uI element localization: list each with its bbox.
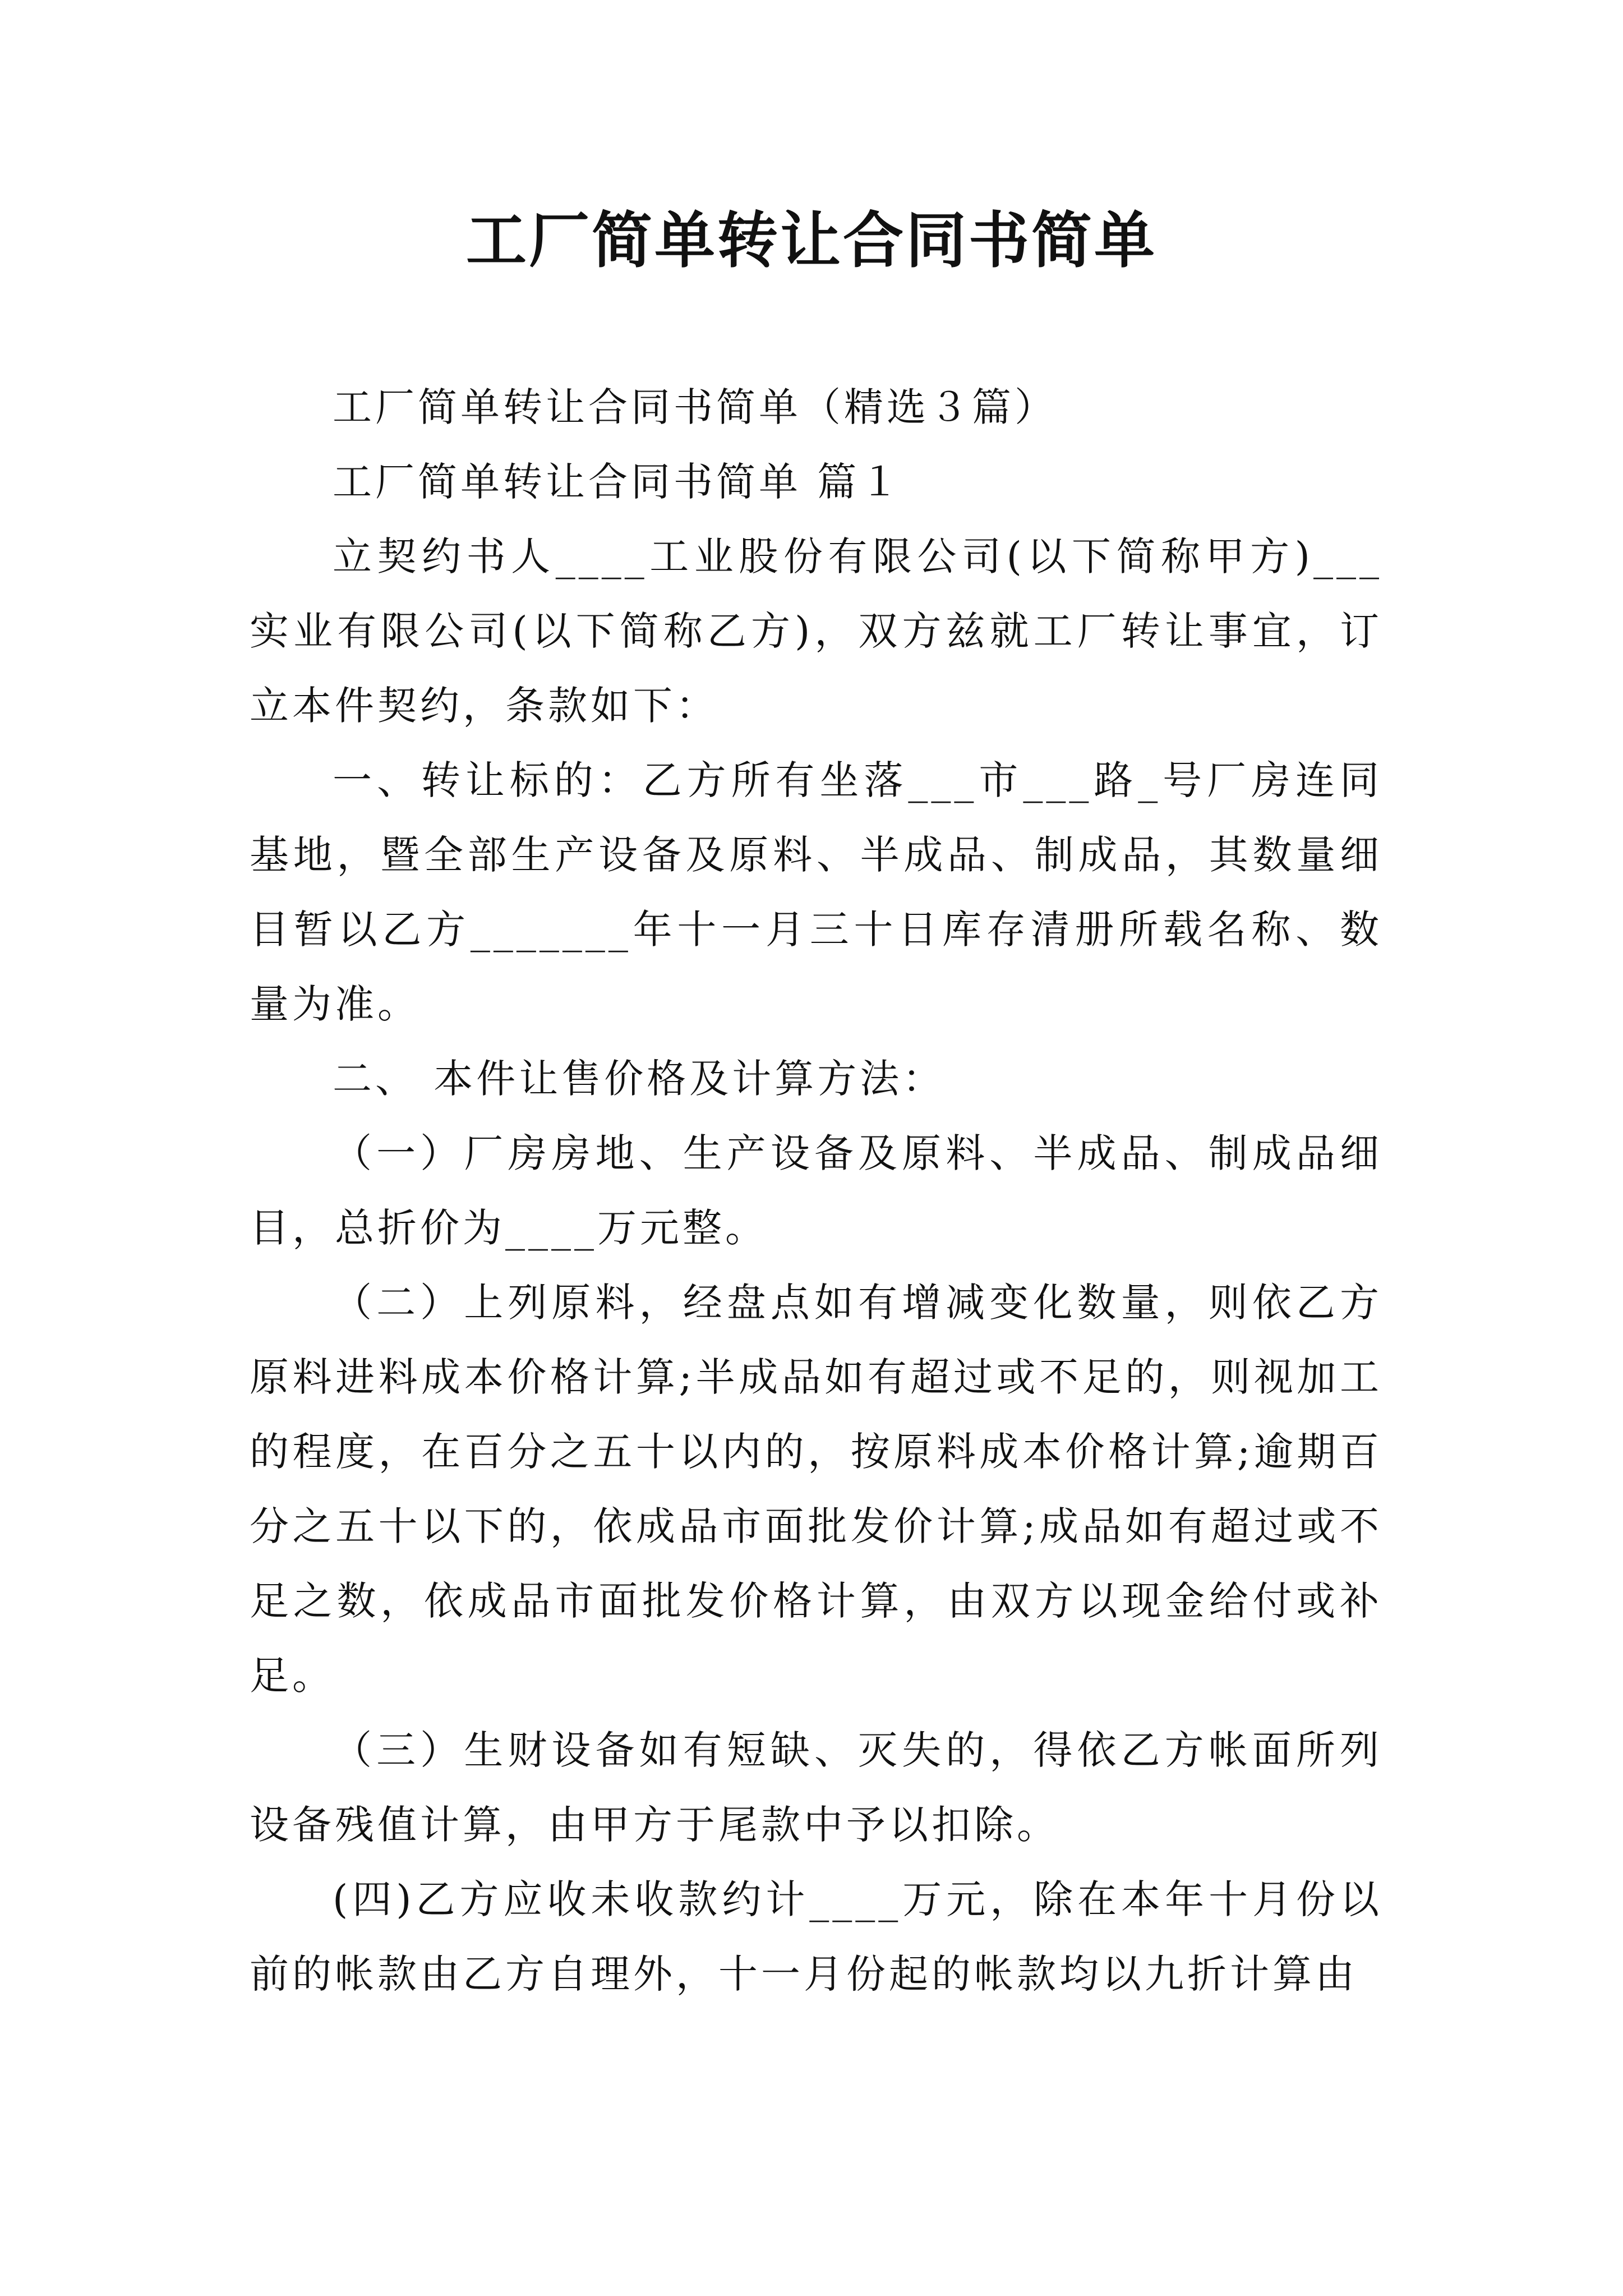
paragraph-parties: 立契约书人____工业股份有限公司(以下简称甲方)___实业有限公司(以下简称乙方)，双方兹就工厂转让事宜，订立本件契约，条款如下：	[250, 533, 1382, 729]
paragraph-subtitle: 工厂简单转让合同书简单（精选３篇）	[333, 384, 1057, 430]
paragraph-section-heading: 工厂简单转让合同书简单 篇１	[333, 459, 903, 505]
document-title: 工厂简单转让合同书简单	[465, 206, 1157, 276]
paragraph-clause-2-4: (四)乙方应收未收款约计____万元，除在本年十月份以前的帐款由乙方自理外，十一月份起的帐款均以九折计算由	[250, 1876, 1382, 1997]
paragraph-clause-2-2: （二）上列原料，经盘点如有增减变化数量，则依乙方原料进料成本价格计算;半成品如有超过或不足的，则视加工的程度，在百分之五十以内的，按原料成本价格计算;逾期百分之五十以下的，依成品市面批发价计算;成品如有超过或不足之数，依成品市面批发价格计算，由双方以现金给付或补足。	[250, 1280, 1382, 1699]
paragraph-clause-2-3: （三）生财设备如有短缺、灭失的，得依乙方帐面所列设备残值计算，由甲方于尾款中予以扣除。	[250, 1727, 1382, 1848]
paragraph-clause-2: 二、 本件让售价格及计算方法：	[333, 1056, 946, 1102]
paragraph-clause-2-1: （一）厂房房地、生产设备及原料、半成品、制成品细目，总折价为____万元整。	[250, 1130, 1382, 1251]
paragraph-clause-1: 一、转让标的：乙方所有坐落___市___路_号厂房连同基地，暨全部生产设备及原料、半成品、制成品，其数量细目暂以乙方_______年十一月三十日库存清册所载名称、数量为准。	[250, 757, 1382, 1027]
document-body	[250, 370, 1382, 2012]
